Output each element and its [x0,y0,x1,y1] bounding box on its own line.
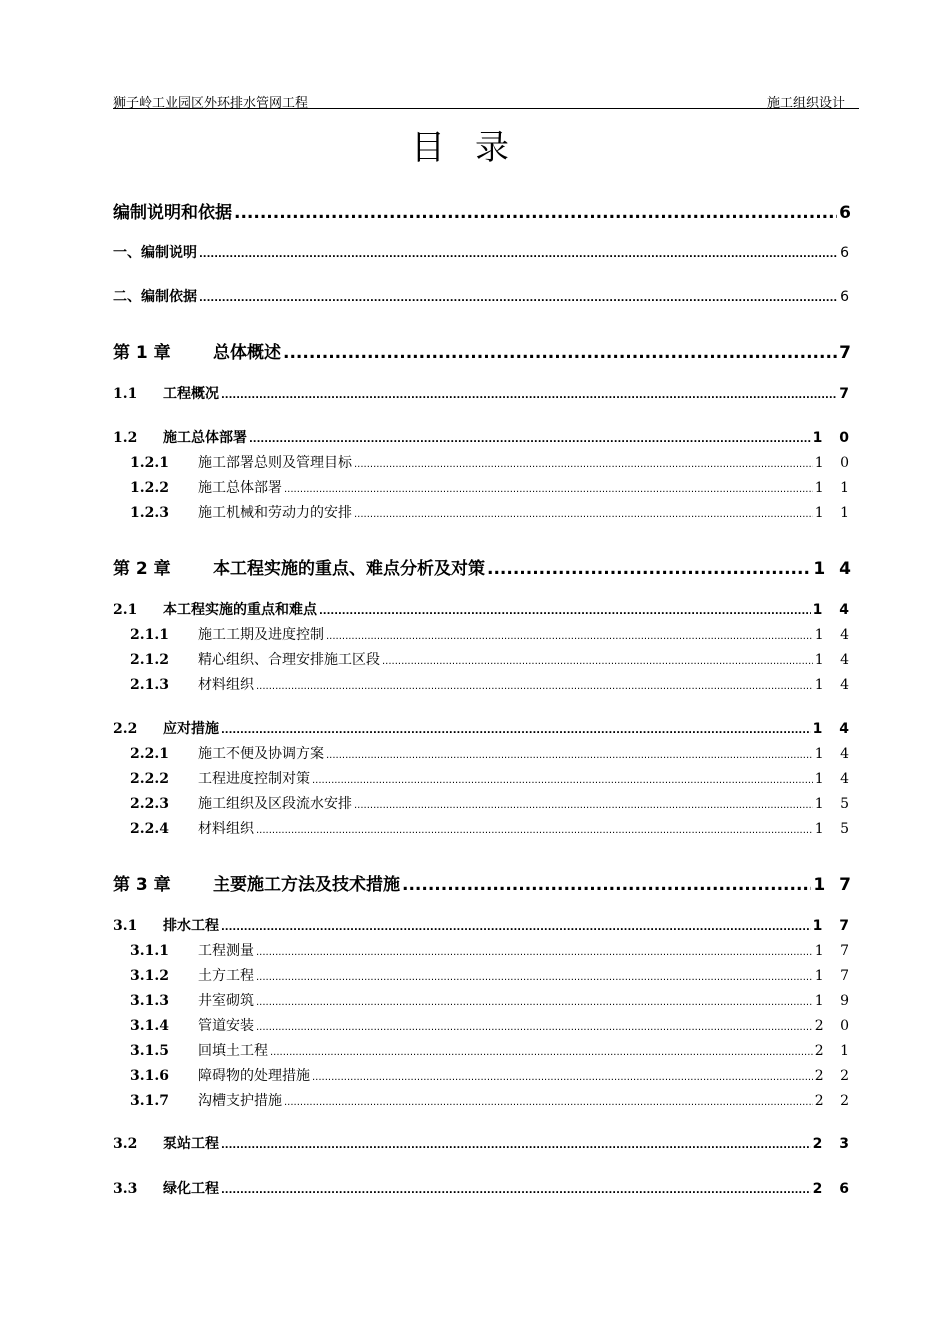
toc-section[interactable] [113,1178,855,1198]
toc-subsection-number: 2.2.1 [130,746,169,762]
toc-leader-dots [221,1140,811,1151]
toc-leader-dots [354,459,813,470]
toc-entry-page: 6 [839,203,855,223]
toc-chapter-number: 第 2 章 [113,559,171,579]
toc-subsection[interactable] [130,743,855,763]
toc-entry-page: 2 3 [812,1136,855,1152]
toc-entry-label: 主要施工方法及技术措施 [213,875,400,895]
toc-entry-page: 1 0 [812,430,855,446]
toc-subsection-number: 2.2.2 [130,771,169,787]
toc-entry-label: 精心组织、合理安排施工区段 [198,652,380,668]
toc-entry-label: 施工不便及协调方案 [198,746,324,762]
toc-entry-page: 1 0 [814,455,855,471]
toc-entry-label: 本工程实施的重点、难点分析及对策 [213,559,485,579]
toc-entry-page: 1 7 [814,943,855,959]
toc-entry-page: 7 [839,343,855,363]
toc-entry-label: 土方工程 [198,968,254,984]
toc-section-number: 3.3 [113,1181,138,1197]
toc-leader-dots [284,484,813,495]
toc-entry-label: 管道安装 [198,1018,254,1034]
toc-entry-label: 施工工期及进度控制 [198,627,324,643]
page-header [113,90,859,109]
toc-entry-page: 1 4 [814,771,855,787]
header-project-name: 狮子岭工业园区外环排水管网工程 [113,96,309,111]
toc-leader-dots [234,203,837,223]
header-doc-type: 施工组织设计 [766,96,845,111]
toc-subsection[interactable] [130,965,855,985]
toc-subsection-number: 3.1.1 [130,943,169,959]
toc-section[interactable] [113,427,855,447]
toc-entry-page: 1 4 [814,677,855,693]
toc-entry-page: 2 6 [812,1181,855,1197]
toc-leader-dots [256,681,813,692]
toc-entry-page: 1 4 [814,746,855,762]
toc-subsection-number: 2.1.2 [130,652,169,668]
toc-entry-label: 应对措施 [163,721,219,737]
toc-subsection[interactable] [130,940,855,960]
toc-entry-page: 1 4 [812,721,855,737]
toc-leader-dots [312,775,813,786]
toc-subsection[interactable] [130,502,855,522]
toc-section[interactable] [113,915,855,935]
toc-subsection[interactable] [130,452,855,472]
toc-entry-label: 施工机械和劳动力的安排 [198,505,352,521]
toc-subsection-number: 3.1.4 [130,1018,169,1034]
toc-entry[interactable] [113,242,855,262]
toc-subsection-number: 3.1.6 [130,1068,169,1084]
toc-entry-label: 编制说明和依据 [113,203,232,223]
toc-entry-label: 沟槽支护措施 [198,1093,282,1109]
toc-entry-label: 排水工程 [163,918,219,934]
toc-section-number: 2.1 [113,602,138,618]
toc-entry-page: 1 1 [814,505,855,521]
toc-section-number: 3.2 [113,1136,138,1152]
toc-section-number: 1.1 [113,386,138,402]
toc-entry-page: 1 5 [814,821,855,837]
toc-chapter[interactable] [113,870,855,895]
toc-subsection[interactable] [130,768,855,788]
toc-title: 目录 [411,128,539,168]
toc-entry-page: 6 [840,289,855,305]
toc-entry-label: 井室砌筑 [198,993,254,1009]
toc-subsection-number: 3.1.3 [130,993,169,1009]
toc-subsection-number: 3.1.2 [130,968,169,984]
toc-section-number: 1.2 [113,430,138,446]
toc-subsection-number: 3.1.7 [130,1093,169,1109]
toc-leader-dots [256,997,813,1008]
toc-entry-label: 施工总体部署 [198,480,282,496]
toc-entry-page: 1 9 [814,993,855,1009]
toc-entry-page: 1 7 [812,918,855,934]
toc-section-number: 3.1 [113,918,138,934]
toc-leader-dots [354,800,813,811]
toc-section-number: 2.2 [113,721,138,737]
toc-leader-dots [284,1097,813,1108]
toc-entry-label: 工程概况 [163,386,219,402]
toc-entry-page: 2 0 [814,1018,855,1034]
toc-leader-dots [221,1185,811,1196]
toc-subsection[interactable] [130,624,855,644]
toc-subsection[interactable] [130,818,855,838]
toc-entry-label: 工程测量 [198,943,254,959]
toc-leader-dots [326,750,813,761]
toc-subsection-number: 3.1.5 [130,1043,169,1059]
toc-leader-dots [283,343,837,363]
toc-entry-page: 2 2 [814,1068,855,1084]
toc-leader-dots [256,972,813,983]
toc-leader-dots [270,1047,813,1058]
toc-subsection-number: 2.1.3 [130,677,169,693]
toc-chapter[interactable] [113,554,855,579]
toc-leader-dots [221,390,837,401]
toc-subsection[interactable] [130,649,855,669]
toc-leader-dots [256,825,813,836]
toc-subsection-number: 2.1.1 [130,627,169,643]
toc-leader-dots [256,947,813,958]
toc-entry-page: 1 7 [814,968,855,984]
toc-chapter[interactable] [113,338,855,363]
toc-entry-page: 1 4 [812,602,855,618]
toc-section[interactable] [113,1133,855,1153]
toc-section[interactable] [113,383,855,403]
toc-subsection[interactable] [130,1090,855,1110]
toc-subsection[interactable] [130,674,855,694]
toc-entry-label: 障碍物的处理措施 [198,1068,310,1084]
toc-entry-page: 1 7 [813,875,855,895]
toc-entry-page: 7 [839,386,855,402]
toc-leader-dots [402,875,811,895]
toc-leader-dots [256,1022,813,1033]
toc-entry[interactable] [113,286,855,306]
toc-entry-page: 1 4 [814,652,855,668]
toc-entry-label: 回填土工程 [198,1043,268,1059]
toc-subsection-number: 2.2.4 [130,821,169,837]
toc-subsection[interactable] [130,477,855,497]
toc-chapter-number: 第 3 章 [113,875,171,895]
toc-subsection-number: 2.2.3 [130,796,169,812]
toc-subsection[interactable] [130,990,855,1010]
toc-entry-label: 施工组织及区段流水安排 [198,796,352,812]
toc-leader-dots [199,249,838,260]
toc-entry-label: 总体概述 [213,343,281,363]
toc-entry-page: 1 5 [814,796,855,812]
toc-leader-dots [326,631,813,642]
toc-entry-label: 绿化工程 [163,1181,219,1197]
toc-subsection-number: 1.2.2 [130,480,169,496]
toc-leader-dots [312,1072,813,1083]
toc-leader-dots [221,725,811,736]
toc-entry-label: 泵站工程 [163,1136,219,1152]
toc-subsection[interactable] [130,1040,855,1060]
toc-chapter-number: 第 1 章 [113,343,171,363]
toc-subsection-number: 1.2.1 [130,455,169,471]
toc-entry-page: 1 1 [814,480,855,496]
toc-entry[interactable] [113,198,855,223]
toc-leader-dots [487,559,811,579]
toc-leader-dots [319,606,811,617]
toc-entry-label: 材料组织 [198,821,254,837]
toc-leader-dots [354,509,813,520]
toc-entry-page: 1 4 [814,627,855,643]
toc-entry-page: 2 2 [814,1093,855,1109]
toc-subsection[interactable] [130,1065,855,1085]
toc-entry-page: 6 [840,245,855,261]
toc-leader-dots [249,434,811,445]
toc-entry-label: 施工部署总则及管理目标 [198,455,352,471]
toc-section[interactable] [113,718,855,738]
toc-entry-label: 一、编制说明 [113,245,197,261]
toc-subsection[interactable] [130,1015,855,1035]
toc-section[interactable] [113,599,855,619]
toc-leader-dots [199,293,838,304]
toc-entry-label: 材料组织 [198,677,254,693]
toc-entry-label: 施工总体部署 [163,430,247,446]
toc-entry-page: 2 1 [814,1043,855,1059]
toc-entry-page: 1 4 [813,559,855,579]
toc-leader-dots [221,922,811,933]
toc-subsection[interactable] [130,793,855,813]
toc-entry-label: 工程进度控制对策 [198,771,310,787]
toc-entry-label: 二、编制依据 [113,289,197,305]
toc-subsection-number: 1.2.3 [130,505,169,521]
toc-entry-label: 本工程实施的重点和难点 [163,602,317,618]
toc-leader-dots [382,656,813,667]
